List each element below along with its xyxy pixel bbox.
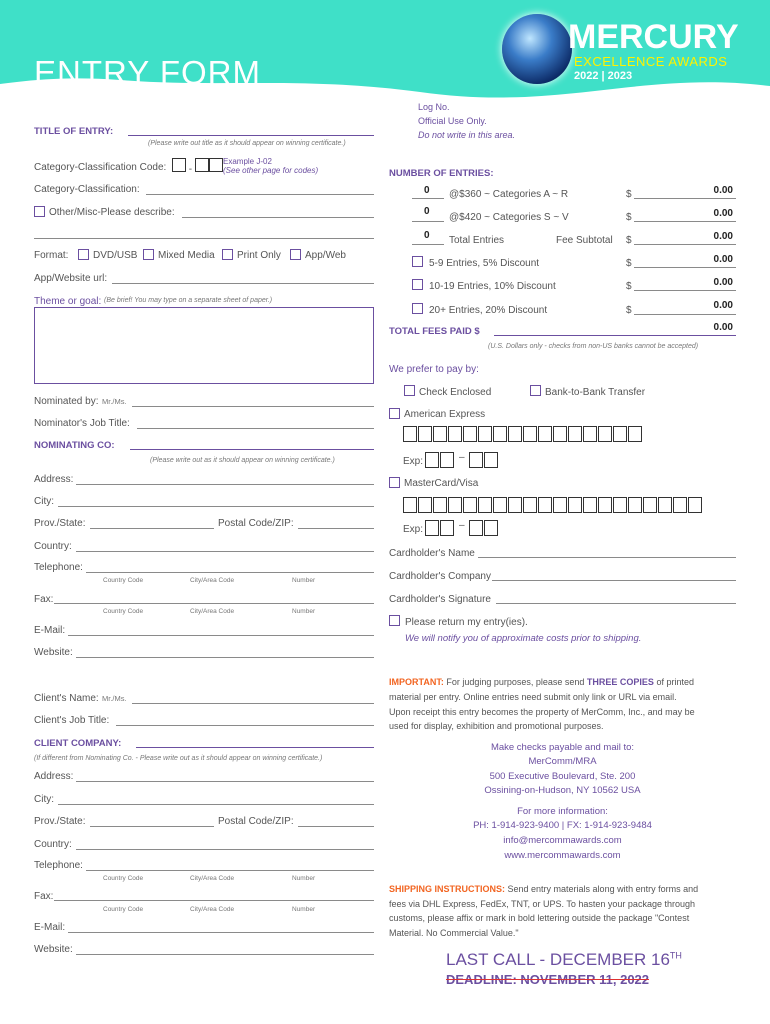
client-tel-country-code: Country Code (103, 875, 144, 882)
amex-exp-field[interactable]: – (425, 452, 499, 468)
client-city-label: City: (34, 794, 54, 805)
client-postal-field[interactable] (298, 826, 374, 827)
other-checkbox[interactable] (34, 206, 45, 217)
client-address-label: Address: (34, 771, 74, 782)
client-city-field[interactable] (58, 804, 374, 805)
subtotal-amount: 0.00 (713, 231, 733, 242)
address-label: Address: (34, 474, 74, 485)
mc-exp-field[interactable]: – (425, 520, 499, 536)
client-fax-field[interactable] (54, 900, 374, 901)
total-fees-label: TOTAL FEES PAID $ (389, 326, 480, 337)
nominator-job-label: Nominator's Job Title: (34, 418, 130, 429)
format-dvd-label: DVD/USB (93, 250, 138, 261)
nominated-by-label: Nominated by: (34, 396, 99, 407)
row2-label: @$420 ~ Categories S ~ V (449, 212, 569, 223)
shipping-line3: customs, please affix or mark in bold lettering outside the package "Contest (389, 913, 690, 923)
logo-year: 2022 | 2023 (574, 70, 633, 82)
client-email-field[interactable] (68, 932, 374, 933)
discount-10-label: 10-19 Entries, 10% Discount (429, 281, 556, 292)
mc-visa-checkbox[interactable] (389, 477, 400, 488)
deadline: DEADLINE: NOVEMBER 11, 2022 (446, 972, 650, 987)
important-text-2: of printed (653, 677, 694, 687)
title-of-entry-field[interactable] (128, 135, 374, 136)
see-other-page: (See other page for codes) (223, 166, 319, 175)
amex-card-number[interactable] (403, 426, 643, 442)
qty-row2: 0 (424, 206, 430, 217)
client-job-label: Client's Job Title: (34, 715, 110, 726)
discount-20-dollar: $ (626, 305, 632, 316)
discount-5-amount: 0.00 (713, 254, 733, 265)
nominator-job-field[interactable] (137, 428, 374, 429)
subtotal-amount-field[interactable] (634, 244, 736, 245)
nominating-co-label: NOMINATING CO: (34, 440, 115, 451)
website-link-text[interactable]: www.mercommawards.com (504, 850, 621, 861)
client-telephone-field[interactable] (86, 870, 374, 871)
cardholder-name-field[interactable] (478, 557, 736, 558)
amex-label: American Express (404, 409, 486, 420)
more-info: For more information: (517, 806, 608, 817)
qty-row2-field[interactable] (412, 221, 444, 222)
mr-ms-label: Mr./Ms. (102, 397, 127, 406)
discount-5-dollar: $ (626, 258, 632, 269)
qty-row1: 0 (424, 185, 430, 196)
info-email[interactable] (389, 835, 736, 846)
client-tel-number: Number (292, 875, 316, 882)
country-label: Country: (34, 541, 72, 552)
theme-label: Theme or goal: (34, 296, 102, 307)
website-link[interactable] (389, 850, 736, 861)
theme-textarea[interactable] (34, 307, 374, 384)
discount-5-field[interactable] (634, 267, 736, 268)
client-company-label: CLIENT COMPANY: (34, 738, 122, 749)
client-tel-city-area: City/Area Code (190, 875, 235, 882)
important-line1 (389, 677, 694, 687)
country-field[interactable] (76, 551, 374, 552)
cardholder-name-label: Cardholder's Name (389, 548, 475, 559)
format-app-checkbox[interactable] (290, 249, 301, 260)
shipping-line2: fees via DHL Express, FedEx, TNT, or UPS. To hasten your package through (389, 899, 695, 909)
shipping-text-1: Send entry materials along with entry forms and (505, 884, 699, 894)
format-print-checkbox[interactable] (222, 249, 233, 260)
nominating-co-note: (Please write out as it should appear on winning certificate.) (150, 457, 335, 464)
discount-10-checkbox[interactable] (412, 279, 423, 290)
important-text-1: For judging purposes, please send (443, 677, 587, 687)
discount-20-field[interactable] (634, 314, 736, 315)
mail-addr1: MerComm/MRA (528, 756, 597, 767)
email-field[interactable] (68, 635, 374, 636)
client-postal-label: Postal Code/ZIP: (218, 816, 294, 827)
shipping-label: SHIPPING INSTRUCTIONS: (389, 884, 506, 894)
client-job-field[interactable] (116, 725, 374, 726)
title-of-entry-label: TITLE OF ENTRY: (34, 126, 114, 137)
example-code: Example J-02 (223, 157, 272, 166)
cardholder-company-label: Cardholder's Company (389, 571, 491, 582)
client-address-field[interactable] (76, 781, 374, 782)
format-print-label: Print Only (237, 250, 281, 261)
amex-checkbox[interactable] (389, 408, 400, 419)
tel-city-area: City/Area Code (190, 577, 235, 584)
do-not-write: Do not write in this area. (418, 130, 516, 140)
discount-10-field[interactable] (634, 290, 736, 291)
telephone-label: Telephone: (34, 562, 83, 573)
discount-10-dollar: $ (626, 281, 632, 292)
discount-5-label: 5-9 Entries, 5% Discount (429, 258, 540, 269)
mail-addr3: Ossining-on-Hudson, NY 10562 USA (484, 785, 641, 796)
postal-label: Postal Code/ZIP: (218, 518, 294, 529)
website-field[interactable] (76, 657, 374, 658)
client-company-note: (If different from Nominating Co. - Please write out as it should appear on winning certificate.) (34, 755, 323, 762)
important-line3: Upon receipt this entry becomes the property of MerComm, Inc., and may be (389, 707, 695, 717)
app-url-label: App/Website url: (34, 273, 108, 284)
prefer-pay-label: We prefer to pay by: (389, 364, 479, 375)
category-code-label: Category-Classification Code: (34, 162, 167, 173)
client-country-field[interactable] (76, 849, 374, 850)
client-fax-country-code: Country Code (103, 906, 144, 913)
category-code-boxes[interactable]: - (172, 158, 223, 175)
client-fax-city-area: City/Area Code (190, 906, 235, 913)
row2-dollar: $ (626, 212, 632, 223)
format-mixed-label: Mixed Media (158, 250, 215, 261)
theme-note: (Be brief! You may type on a separate sheet of paper.) (104, 297, 273, 304)
prov-field[interactable] (90, 528, 214, 529)
tel-number: Number (292, 577, 316, 584)
client-prov-field[interactable] (90, 826, 214, 827)
tel-country-code: Country Code (103, 577, 144, 584)
official-use: Official Use Only. (418, 116, 487, 126)
mc-card-number[interactable] (403, 497, 703, 513)
category-class-field[interactable] (146, 194, 374, 195)
return-entries-checkbox[interactable] (389, 615, 400, 626)
phone-fax: PH: 1-914-923-9400 | FX: 1-914-923-9484 (473, 820, 652, 831)
important-line4: used for display, exhibition and promotional purposes. (389, 721, 604, 731)
qty-total-field[interactable] (412, 244, 444, 245)
logo-subtitle: EXCELLENCE AWARDS (574, 54, 728, 69)
discount-20-label: 20+ Entries, 20% Discount (429, 305, 548, 316)
client-country-label: Country: (34, 839, 72, 850)
nominating-co-field[interactable] (130, 449, 374, 450)
total-fees-field[interactable] (494, 335, 736, 336)
fee-subtotal-label: Fee Subtotal (556, 235, 613, 246)
client-telephone-label: Telephone: (34, 860, 83, 871)
format-app-label: App/Web (305, 250, 346, 261)
mc-exp-label: Exp: (403, 524, 424, 535)
client-name-field[interactable] (132, 703, 374, 704)
header-banner (0, 0, 770, 110)
last-call (446, 950, 682, 970)
number-of-entries-label: NUMBER OF ENTRIES: (389, 168, 494, 179)
website-label: Website: (34, 647, 73, 658)
city-field[interactable] (58, 506, 374, 507)
mc-visa-label: MasterCard/Visa (404, 478, 479, 489)
total-entries-label: Total Entries (449, 235, 505, 246)
shipping-line4: Material. No Commercial Value." (389, 928, 519, 938)
check-enclosed-checkbox[interactable] (404, 385, 415, 396)
client-prov-label: Prov./State: (34, 816, 86, 827)
client-website-label: Website: (34, 944, 73, 955)
bank-transfer-label: Bank-to-Bank Transfer (545, 387, 646, 398)
fax-field[interactable] (54, 603, 374, 604)
format-label: Format: (34, 250, 69, 261)
page-title: ENTRY FORM (34, 54, 261, 91)
other-field-2[interactable] (34, 238, 374, 239)
row2-amount-field[interactable] (634, 221, 736, 222)
last-call-th: TH (669, 950, 682, 961)
fax-number: Number (292, 608, 316, 615)
other-label: Other/Misc-Please describe: (49, 207, 175, 218)
fax-country-code: Country Code (103, 608, 144, 615)
other-field[interactable] (182, 217, 374, 218)
telephone-field[interactable] (86, 572, 374, 573)
fax-label: Fax: (34, 594, 54, 605)
title-note: (Please write out title as it should appear on winning certificate.) (148, 140, 346, 147)
client-company-field[interactable] (136, 747, 374, 748)
app-url-field[interactable] (112, 283, 374, 284)
usd-note: (U.S. Dollars only - checks from non-US banks cannot be accepted) (488, 343, 699, 350)
qty-row1-field[interactable] (412, 198, 444, 199)
qty-total: 0 (424, 230, 430, 241)
total-fees-amount: 0.00 (713, 322, 733, 333)
client-fax-number: Number (292, 906, 316, 913)
client-mr-ms: Mr./Ms. (102, 694, 127, 703)
cardholder-signature-field[interactable] (496, 603, 736, 604)
client-email-label: E-Mail: (34, 922, 66, 933)
category-class-label: Category-Classification: (34, 184, 140, 195)
prov-label: Prov./State: (34, 518, 86, 529)
cardholder-company-field[interactable] (492, 580, 736, 581)
row1-amount-field[interactable] (634, 198, 736, 199)
fax-city-area: City/Area Code (190, 608, 235, 615)
nominated-by-field[interactable] (132, 406, 374, 407)
row2-amount: 0.00 (713, 208, 733, 219)
postal-field[interactable] (298, 528, 374, 529)
discount-20-checkbox[interactable] (412, 303, 423, 314)
shipping-line1 (389, 884, 698, 894)
discount-10-amount: 0.00 (713, 277, 733, 288)
address-field[interactable] (76, 484, 374, 485)
discount-20-amount: 0.00 (713, 300, 733, 311)
info-email-text[interactable]: info@mercommawards.com (503, 835, 622, 846)
row1-label: @$360 ~ Categories A ~ R (449, 189, 569, 200)
make-checks: Make checks payable and mail to: (490, 742, 635, 753)
client-fax-label: Fax: (34, 891, 54, 902)
row1-amount: 0.00 (713, 185, 733, 196)
globe-logo-icon (502, 14, 572, 84)
client-name-label: Client's Name: (34, 693, 99, 704)
amex-exp-label: Exp: (403, 456, 424, 467)
logo-name: MERCURY (568, 18, 739, 56)
format-mixed-checkbox[interactable] (143, 249, 154, 260)
format-dvd-checkbox[interactable] (78, 249, 89, 260)
cardholder-signature-label: Cardholder's Signature (389, 594, 491, 605)
check-enclosed-label: Check Enclosed (419, 387, 492, 398)
client-website-field[interactable] (76, 954, 374, 955)
notify-note: We will notify you of approximate costs prior to shipping. (405, 633, 642, 644)
important-line2: material per entry. Online entries need submit only link or URL via email. (389, 692, 677, 702)
row1-dollar: $ (626, 189, 632, 200)
log-no: Log No. (418, 102, 450, 112)
subtotal-dollar: $ (626, 235, 632, 246)
email-label: E-Mail: (34, 625, 66, 636)
last-call-text: LAST CALL - DECEMBER 16 (446, 950, 670, 969)
three-copies: THREE COPIES (586, 677, 654, 687)
return-entries-label: Please return my entry(ies). (405, 617, 528, 628)
city-label: City: (34, 496, 54, 507)
mail-addr2: 500 Executive Boulevard, Ste. 200 (489, 771, 636, 782)
discount-5-checkbox[interactable] (412, 256, 423, 267)
important-label: IMPORTANT: (389, 677, 444, 687)
bank-transfer-checkbox[interactable] (530, 385, 541, 396)
